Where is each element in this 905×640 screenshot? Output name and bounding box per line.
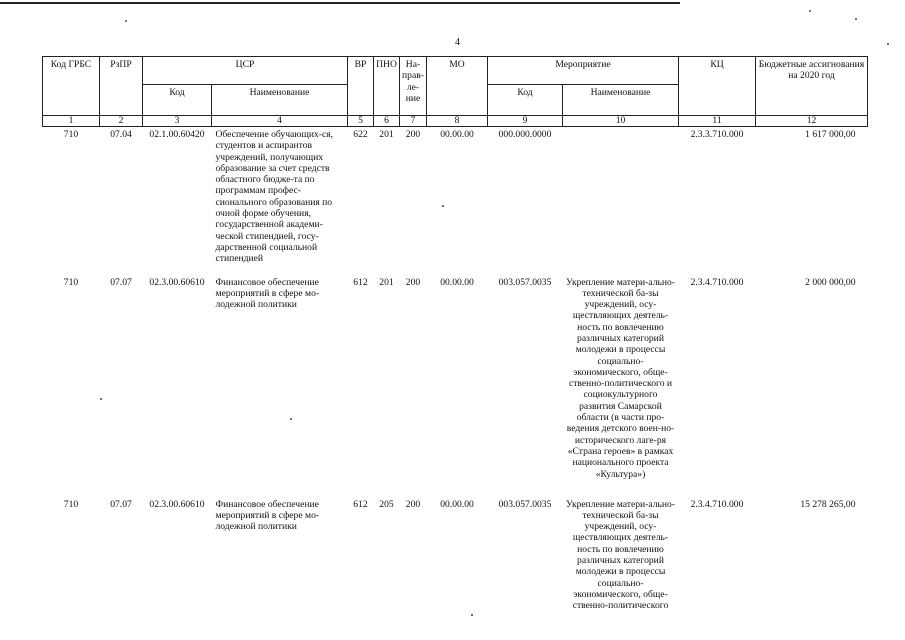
cell-grbs: 710 <box>63 276 79 288</box>
header-budget: Бюджетные ассигнования на 2020 год <box>756 57 868 116</box>
header-csr-name: Наименование <box>212 85 348 116</box>
cell-meropr-name: Укрепление матери-ально-технической ба-зы учреждений, осу-ществляющих деятель-ность по вовлечению различных категорий молодежи в процессы социально-экономического, обще-ственно-политического <box>566 498 675 612</box>
scan-speck <box>809 10 811 12</box>
cell-meropr-code: 003.057.0035 <box>498 276 552 288</box>
cell-csr-code: 02.3.00.60610 <box>149 276 205 288</box>
header-meropr-name: Наименование <box>563 85 679 116</box>
cell-amount: 2 000 000,00 <box>805 276 856 288</box>
cell-grbs: 710 <box>63 129 79 140</box>
header-pno: ПНО <box>374 57 400 116</box>
header-kc: КЦ <box>679 57 756 116</box>
header-csr: ЦСР <box>143 57 348 85</box>
cell-pno: 201 <box>379 129 394 140</box>
cell-rzpr: 07.04 <box>110 129 132 140</box>
header-meropr-kod: Код <box>488 85 563 116</box>
cell-kc: 2.3.3.710.000 <box>690 129 744 140</box>
table-row <box>43 497 868 614</box>
scan-speck <box>125 20 127 22</box>
column-number: 10 <box>563 116 679 127</box>
cell-meropr-name <box>563 127 679 275</box>
column-number: 11 <box>679 116 756 127</box>
column-number: 2 <box>100 116 143 127</box>
cell-rzpr: 07.07 <box>110 276 132 288</box>
column-number: 7 <box>400 116 427 127</box>
header-rzpr: РзПР <box>100 57 143 116</box>
cell-rzpr: 07.07 <box>110 498 132 510</box>
cell-vr: 612 <box>353 498 368 510</box>
scan-speck <box>887 43 889 45</box>
column-number: 6 <box>374 116 400 127</box>
header-mo: МО <box>427 57 488 116</box>
column-number: 12 <box>756 116 868 127</box>
cell-amount: 1 617 000,00 <box>805 129 856 140</box>
cell-grbs: 710 <box>63 498 79 510</box>
scan-speck <box>855 18 857 20</box>
header-csr-kod: Код <box>143 85 212 116</box>
cell-mo: 00.00.00 <box>440 276 474 288</box>
header-vr: ВР <box>348 57 374 116</box>
cell-napravlenie: 200 <box>405 129 421 140</box>
cell-csr-name: Финансовое обеспечение мероприятий в сфере мо-лодежной политики <box>215 276 320 311</box>
column-number: 1 <box>43 116 100 127</box>
top-rule <box>0 2 680 4</box>
cell-csr-code: 02.1.00.60420 <box>149 129 205 140</box>
header-meropriyatie: Мероприятие <box>488 57 679 85</box>
cell-napravlenie: 200 <box>405 276 421 288</box>
column-number: 8 <box>427 116 488 127</box>
table-row <box>43 127 868 275</box>
cell-csr-name: Обеспечение обучающих-ся, студентов и аспирантов учреждений, получающих образование за счет средств областного бюдже-та по программам профес-сионального образования по очной форме обучения, государственной академи-ческой стипендией, госу-дарственной социальной стипендией <box>215 129 334 265</box>
cell-vr: 622 <box>353 129 368 140</box>
cell-pno: 201 <box>379 276 394 288</box>
budget-table-page <box>42 56 868 613</box>
table-row <box>43 275 868 497</box>
column-number: 9 <box>488 116 563 127</box>
cell-amount: 15 278 265,00 <box>800 498 856 510</box>
cell-csr-code: 02.3.00.60610 <box>149 498 205 510</box>
column-number: 5 <box>348 116 374 127</box>
cell-kc: 2.3.4.710.000 <box>690 276 744 288</box>
cell-meropr-code: 003.057.0035 <box>498 498 552 510</box>
page-number: 4 <box>455 37 460 48</box>
cell-kc: 2.3.4.710.000 <box>690 498 744 510</box>
scan-speck <box>471 614 473 616</box>
cell-pno: 205 <box>379 498 394 510</box>
cell-napravlenie: 200 <box>405 498 421 510</box>
header-kod-grbs: Код ГРБС <box>43 57 100 116</box>
budget-table <box>42 56 868 613</box>
header-napravlenie: На-прав-ле-ние <box>400 57 427 116</box>
cell-mo: 00.00.00 <box>440 498 474 510</box>
cell-mo: 00.00.00 <box>440 129 474 140</box>
column-number: 4 <box>212 116 348 127</box>
cell-meropr-code: 000.000.0000 <box>498 129 552 140</box>
column-number: 3 <box>143 116 212 127</box>
cell-meropr-name: Укрепление матери-ально-технической ба-зы учреждений, осу-ществляющих деятель-ность по вовлечению различных категорий молодежи в процессы социально-экономического, обще-ственно-политического и социокультурного развития Самарской области (в части про-ведения детского воен-но-исторического лаге-ря «Страна героев» в рамках национального проекта «Культура») <box>566 276 675 480</box>
cell-csr-name: Финансовое обеспечение мероприятий в сфере мо-лодежной политики <box>215 498 320 533</box>
cell-vr: 612 <box>353 276 368 288</box>
